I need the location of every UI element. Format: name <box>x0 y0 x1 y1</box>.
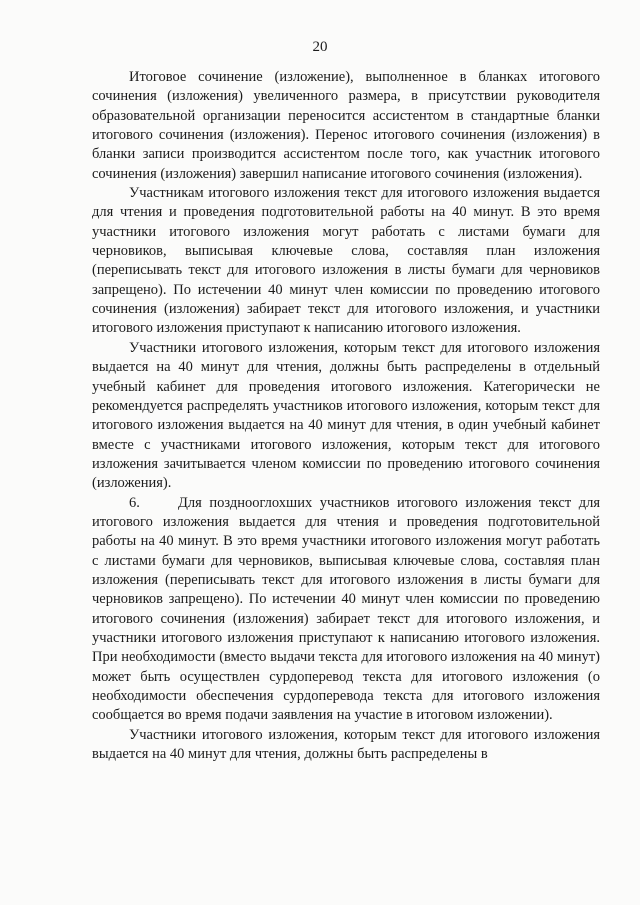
paragraph-continued: Участники итогового изложения, которым текст для итогового изложения выдается на 40 минут для чтения, должны быть распределены в <box>92 726 600 763</box>
document-body <box>92 68 600 764</box>
paragraph-assistant-transfer: Итоговое сочинение (изложение), выполненное в бланках итогового сочинения (изложения) увеличенного размера, в присутствии руководителя образовательной организации переносится ассистентом в стандартные бланки итогового сочинения (изложения). Перенос итогового сочинения (изложения) в бланки записи производится ассистентом после того, как участник итогового сочинения (изложения) завершил написание итогового сочинения (изложения). <box>92 69 600 182</box>
page-number: 20 <box>312 39 328 55</box>
list-item-number: 6. <box>129 494 140 511</box>
paragraph-reading-time: Участникам итогового изложения текст для итогового изложения выдается для чтения и проведения подготовительной работы на 40 минут. В это время участники итогового изложения могут работать с листами бумаги для черновиков, выписывая ключевые слова, составляя план изложения (переписывать текст для итогового изложения в листы бумаги для черновиков запрещено). По истечении 40 минут член комиссии по проведению итогового сочинения (изложения) забирает текст для итогового изложения, и участники итогового изложения приступают к написанию итогового изложения. <box>92 185 600 337</box>
paragraph-separate-room: Участники итогового изложения, которым текст для итогового изложения выдается на 40 минут для чтения, должны быть распределены в отдельный учебный кабинет для проведения итогового изложения. Категорически не рекомендуется распределять участников итогового изложения, которым текст для итогового изложения выдается на 40 минут для чтения, в один учебный кабинет вместе с участниками итогового изложения, которым текст для итогового изложения зачитывается членом комиссии по проведению итогового сочинения (изложения). <box>92 339 600 492</box>
paragraph-item-6-text: Для позднооглохших участников итогового изложения текст для итогового изложения выдается для чтения и проведения подготовительной работы на 40 минут. В это время участники итогового изложения могут работать с листами бумаги для черновиков, выписывая ключевые слова, составляя план изложения (переписывать текст для итогового изложения в листы бумаги для черновиков запрещено). По истечении 40 минут член комиссии по проведению итогового сочинения (изложения) забирает текст для итогового изложения, и участники итогового изложения приступают к написанию итогового изложения. При необходимости (вместо выдачи текста для итогового изложения на 40 минут) может быть осуществлен сурдоперевод текста для итогового изложения (о необходимости обеспечения сурдоперевода текста для итогового изложения сообщается во время подачи заявления на участие в итоговом изложении). <box>92 494 600 724</box>
paragraph-item-6 <box>92 494 600 726</box>
